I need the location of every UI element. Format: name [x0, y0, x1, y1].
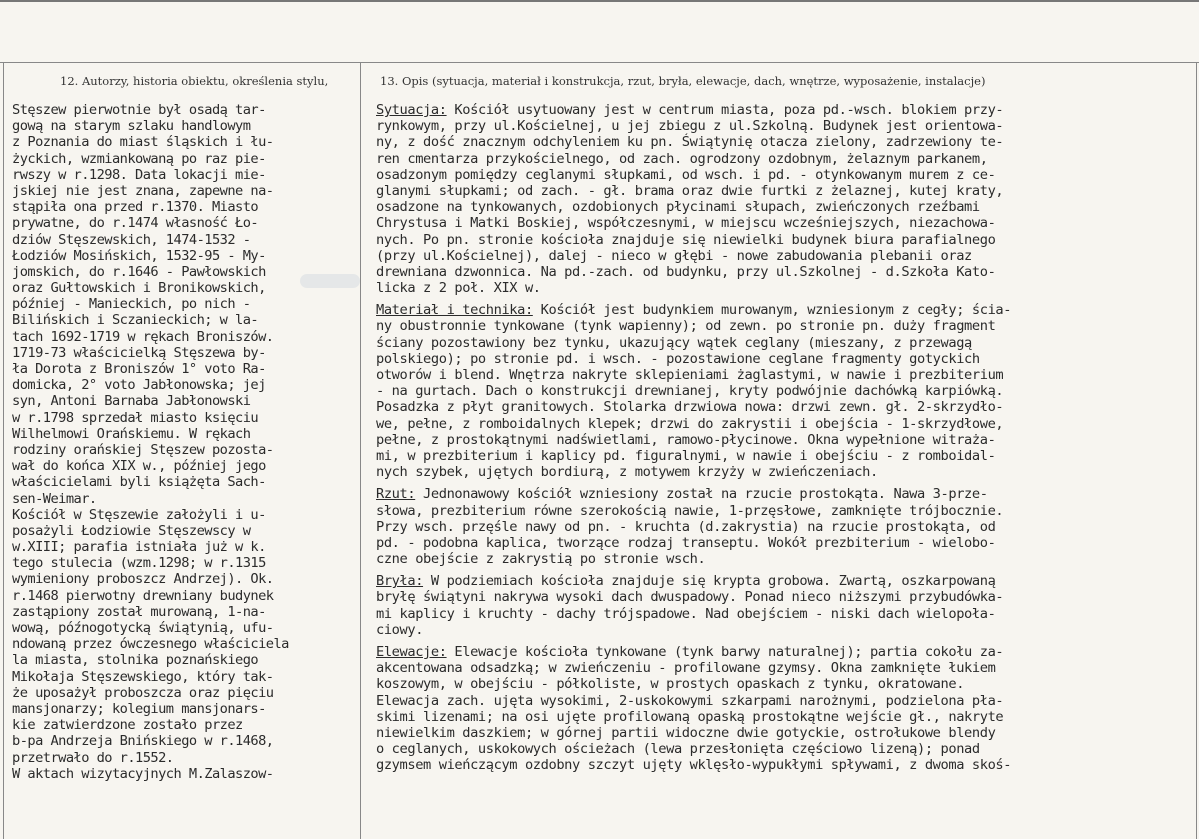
description-line: osadzone na tynkowanych, ozdobionych płycinami słupach, zwieńczonych rzeźbami [376, 199, 980, 216]
history-line: rodziny orańskiej Stęszew pozosta- [12, 441, 274, 458]
description-line: ren cmentarza przykościelnego, od zach. ogrodzony ozdobnym, żelaznym parkanem, [376, 150, 988, 167]
field-13-title: 13. Opis (sytuacja, materiał i konstrukcja, rzut, bryła, elewacje, dach, wnętrze, wyposażenie, instalacje) [380, 74, 986, 88]
history-text [12, 102, 358, 782]
description-line: czne obejście z zakrystią po stronie wsch. [376, 551, 706, 568]
history-line: prywatne, do r.1474 własność Ło- [12, 215, 259, 232]
section-label: Sytuacja: [376, 102, 447, 118]
description-line: skimi lizenami; na osi ujęte profilowaną opaską prostokątne wejście gł., nakryte [376, 708, 1004, 725]
section-text: Jednonawowy kościół wzniesiony został na rzucie prostokąta. Nawa 3-prze- [415, 486, 988, 503]
description-text [376, 102, 1194, 774]
history-line: życkich, wzmiankowaną po raz pie- [12, 150, 266, 167]
description-line: ściany pozostawiony bez tynku, ukazujący wątek ceglany (mieszany, z przewagą [376, 334, 972, 351]
description-section [376, 644, 1194, 774]
history-line: właścicielami byli książęta Sach- [12, 474, 266, 491]
section-label: Materiał i technika: [376, 302, 533, 319]
description-line: ny obustronnie tynkowane (tynk wapienny); od zewn. po stronie pn. duży fragment [376, 318, 996, 335]
history-line: Mikołaja Stęszewskiego, który tak- [12, 668, 274, 685]
description-line [376, 102, 1194, 118]
description-line: mi, w prezbiterium i kaplicy pd. figuralnymi, w nawie i obejściu - z romboidal- [376, 447, 996, 464]
history-line: tego stulecia (wzm.1298; w r.1315 [12, 555, 266, 572]
history-line: wową, późnogotycką świątynią, ufu- [12, 620, 274, 636]
description-line: otworów i blend. Wnętrza nakryte sklepieniami żaglastymi, w nawie i prezbiterium [376, 367, 1004, 383]
section-label: Bryła: [376, 573, 424, 590]
section-text: Kościół usytuowany jest w centrum miasta, poza pd.-wsch. blokiem przy- [446, 102, 1004, 118]
history-line: w.XIII; parafia istniała już w k. [12, 539, 266, 556]
history-line: jskiej nie jest znana, zapewne na- [12, 182, 274, 199]
history-line: gową na starym szlaku handlowym [12, 118, 251, 135]
history-line: przetrwało do r.1552. [12, 749, 174, 766]
history-line: W aktach wizytacyjnych M.Zalaszow- [12, 765, 274, 782]
description-line [376, 486, 1194, 502]
history-line: w r.1798 sprzedał miasto księciu [12, 409, 259, 426]
description-line: - na gurtach. Dach o konstrukcji drewnianej, kryty podwójnie dachówką karpiówką. [376, 383, 1004, 400]
history-line: syn, Antoni Barnaba Jabłonowski [12, 393, 251, 410]
description-line: Elewacja zach. ujęta wysokimi, 2-uskokowymi szkarpami narożnymi, podzielona pła- [376, 692, 1004, 709]
history-line: posażyli Łodziowie Stęszewscy w [12, 522, 251, 539]
history-line: mansjonarzy; kolegium mansjonars- [12, 700, 266, 717]
left-border [3, 62, 4, 839]
history-line: Wilhelmowi Orańskiemu. W rękach [12, 425, 251, 442]
description-line: bryłę świątyni nakrywa wysoki dach dwuspadowy. Ponad nieco niższymi przybudówka- [376, 589, 1004, 606]
history-line: jomskich, do r.1646 - Pawłowskich [12, 263, 266, 280]
description-line: niewielkim daszkiem; w górnej partii widoczne dwie gotyckie, ostrołukowe blendy [376, 724, 996, 741]
history-line: wał do końca XIX w., później jego [12, 458, 266, 475]
history-line: z Poznania do miast śląskich i łu- [12, 134, 274, 151]
history-line: r.1468 pierwotny drewniany budynek [12, 587, 274, 604]
history-line: zastąpiony został murowaną, 1-na- [12, 603, 266, 620]
description-line: gzymsem wieńczącym ozdobny szczyt ujęty wklęsło-wypukłymi spływami, z dwoma skoś- [376, 757, 1012, 774]
history-line: 1719-73 właścicielką Stęszewa by- [12, 344, 266, 361]
section-label: Rzut: [376, 486, 416, 503]
description-line [376, 573, 1194, 589]
history-line: później - Manieckich, po nich - [12, 296, 251, 313]
description-line: glanymi słupkami; od zach. - gł. brama oraz dwie furtki z żelaznej, kutej kraty, [376, 182, 1004, 199]
description-line: nych szybek, ujętych bordiurą, z motywem krzyży w zwieńczeniach. [376, 464, 878, 481]
description-section [376, 486, 1194, 567]
description-line [376, 302, 1194, 318]
history-line: Bilińskich i Sczanieckich; w la- [12, 312, 259, 329]
description-line: we, pełne, z romboidalnych klepek; drzwi do zakrystii i obejścia - 1-skrzydłowe, [376, 415, 1004, 432]
history-line: Kościół w Stęszewie założyli i u- [12, 506, 266, 523]
description-line: drewniana dzwonnica. Na pd.-zach. od budynku, przy ul.Szkolnej - d.Szkoła Kato- [376, 263, 996, 280]
section-text: Kościół jest budynkiem murowanym, wzniesionym z cegły; ścia- [532, 302, 1012, 319]
section-label: Elewacje: [376, 644, 447, 660]
description-line: Posadzka z płyt granitowych. Stolarka drzwiowa nowa: drzwi zewn. gł. 2-skrzydło- [376, 399, 1004, 416]
history-line: la miasta, stolnika poznańskiego [12, 652, 259, 669]
history-line: sen-Weimar. [12, 490, 97, 507]
description-line: licka z 2 poł. XIX w. [376, 280, 541, 297]
history-line: b-pa Andrzeja Bnińskiego w r.1468, [12, 733, 274, 750]
description-line: ciowy. [376, 621, 424, 638]
ink-smudge [300, 274, 360, 288]
description-section [376, 302, 1194, 480]
description-line: mi kaplicy i kruchty - dachy trójspadowe. Nad obejściem - niski dach wielopoła- [376, 605, 996, 622]
description-line: akcentowana odsadzką; w zwieńczeniu - profilowane gzymsy. Okna zamknięte łukiem [376, 660, 996, 677]
history-line: ndowaną przez ówczesnego właściciela [12, 636, 289, 653]
description-line: (przy ul.Kościelnej), dalej - nieco w głębi - nowe zabudowania plebanii oraz [376, 247, 972, 264]
history-line: tach 1692-1719 w rękach Broniszów. [12, 328, 274, 345]
section-text: W podziemiach kościoła znajduje się krypta grobowa. Zwartą, oszkarpowaną [423, 573, 996, 590]
description-line: Przy wsch. przęśle nawy od pn. - kruchta (d.zakrystia) na rzucie prostokąta, od [376, 518, 996, 535]
history-line: Stęszew pierwotnie był osadą tar- [12, 102, 266, 118]
description-line: pełne, z prostokątnymi nadświetlami, ramowo-płycinowe. Okna wypełnione witraża- [376, 431, 996, 448]
column-divider [360, 62, 361, 839]
description-section [376, 573, 1194, 638]
description-line: koszowym, w obejściu - półkoliste, w prostych opaskach z tynku, okratowane. [376, 676, 965, 693]
history-line: domicka, 2° voto Jabłonowska; jej [12, 377, 266, 394]
description-line: nych. Po pn. stronie kościoła znajduje się niewielki budynek biura parafialnego [376, 231, 996, 248]
history-line: Łodziów Mosińskich, 1532-95 - My- [12, 247, 266, 264]
history-line: że uposażył proboszcza oraz pięciu [12, 684, 274, 701]
field-12-title: 12. Autorzy, historia obiektu, określenia stylu, [60, 74, 329, 88]
history-line: stąpiła ona przed r.1370. Miasto [12, 199, 259, 216]
description-line: osadzonym pomiędzy ceglanymi słupkami, od wsch. i pd. - otynkowanym murem z ce- [376, 166, 996, 183]
section-text: Elewacje kościoła tynkowane (tynk barwy naturalnej); partia cokołu za- [446, 644, 1004, 660]
history-line: wymieniony proboszcz Andrzej). Ok. [12, 571, 274, 588]
description-line: o ceglanych, uskokowych ościeżach (lewa przesłonięta częściowo lizeną); ponad [376, 741, 980, 758]
description-line: słowa, prezbiterium równe szerokością nawie, 1-przęsłowe, zamknięte trójbocznie. [376, 502, 1004, 519]
description-line: rynkowym, przy ul.Kościelnej, u jej zbiegu z ul.Szkolną. Budynek jest orientowa- [376, 118, 1004, 135]
right-border [1196, 62, 1197, 839]
description-line: Chrystusa i Matki Boskiej, współczesnymi, w miejscu wcześniejszych, niezachowa- [376, 215, 996, 232]
history-line: oraz Gułtowskich i Bronikowskich, [12, 280, 266, 297]
history-line: rwszy w r.1298. Data lokacji mie- [12, 166, 266, 183]
history-line: dziów Stęszewskich, 1474-1532 - [12, 231, 251, 248]
description-line [376, 644, 1194, 660]
description-line: polskiego); po stronie pd. i wsch. - pozostawione ceglane fragmenty gotyckich [376, 350, 980, 367]
header-divider [0, 62, 1199, 63]
description-line: pd. - podobna kaplica, tworzące rodzaj transeptu. Wokół prezbiterium - wielobo- [376, 534, 996, 551]
description-line: ny, z dość znacznym odchyleniem ku pn. Świątynię otacza zielony, zadrzewiony te- [376, 134, 1004, 151]
description-section [376, 102, 1194, 296]
history-line: kie zatwierdzone zostało przez [12, 717, 243, 734]
history-line: ła Dorota z Broniszów 1° voto Ra- [12, 361, 266, 377]
